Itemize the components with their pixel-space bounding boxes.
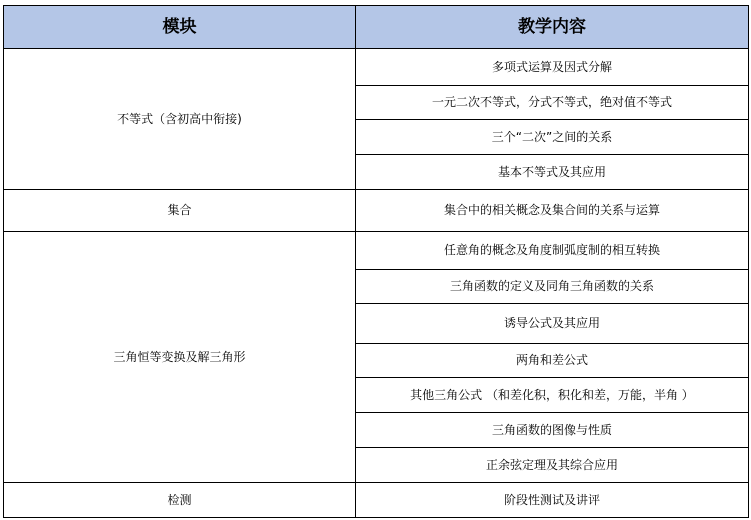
content-cell: 任意角的概念及角度制弧度制的相互转换 [356,232,749,270]
content-cell: 诱导公式及其应用 [356,304,749,344]
content-cell: 三个“二次”之间的关系 [356,120,749,155]
content-cell: 一元二次不等式，分式不等式，绝对值不等式 [356,86,749,120]
curriculum-table [3,5,749,518]
header-row [4,6,749,49]
header-module: 模块 [4,6,356,49]
table-row [4,483,749,518]
content-cell: 两角和差公式 [356,344,749,378]
header-content: 教学内容 [356,6,749,49]
module-cell: 集合 [4,190,356,232]
table-row [4,232,749,270]
content-cell: 其他三角公式 （和差化积，积化和差，万能，半角 ） [356,378,749,413]
content-cell: 阶段性测试及讲评 [356,483,749,518]
module-cell: 检测 [4,483,356,518]
content-cell: 多项式运算及因式分解 [356,49,749,86]
content-cell: 三角函数的定义及同角三角函数的关系 [356,270,749,304]
content-cell: 正余弦定理及其综合应用 [356,448,749,483]
table-row [4,190,749,232]
content-cell: 集合中的相关概念及集合间的关系与运算 [356,190,749,232]
content-cell: 三角函数的图像与性质 [356,413,749,448]
module-cell: 三角恒等变换及解三角形 [4,232,356,483]
content-cell: 基本不等式及其应用 [356,155,749,190]
module-cell: 不等式（含初高中衔接) [4,49,356,190]
table-row [4,49,749,86]
